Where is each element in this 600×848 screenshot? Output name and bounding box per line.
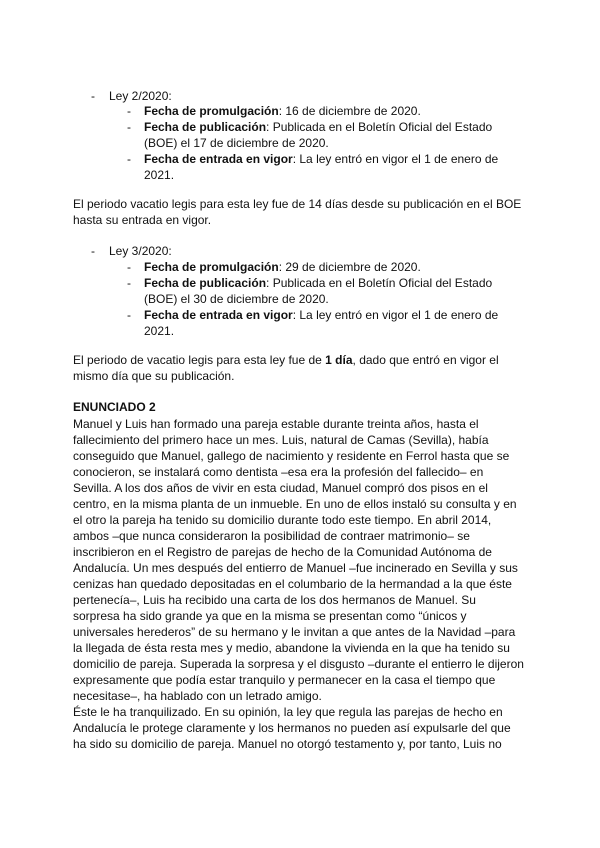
ley3-pub-cont: (BOE) el 30 de diciembre de 2020. — [144, 292, 329, 306]
ley3-summary-b: 1 día — [325, 353, 353, 367]
enunciado-line: el otro la pareja ha tenido su domicilio durante todo este tiempo. En abril 2014, — [73, 513, 492, 527]
enunciado-heading: ENUNCIADO 2 — [73, 400, 156, 414]
bullet-dash: - — [91, 89, 95, 103]
enunciado-line: fallecimiento del primero hace un mes. Luis, natural de Camas (Sevilla), había — [73, 433, 489, 447]
enunciado-line: domicilio de pareja. Superada la sorpresa y el disgusto –durante el entierro le dijeron — [73, 657, 524, 671]
ley2-vigor-label: Fecha de entrada en vigor — [144, 152, 293, 166]
bullet-dash: - — [127, 120, 131, 134]
bullet-dash: - — [127, 260, 131, 274]
bullet-dash: - — [127, 276, 131, 290]
ley2-promulgacion — [144, 104, 421, 119]
enunciado-line: conseguido que Manuel, gallego de nacimiento y residente en Ferrol hasta que se — [73, 449, 510, 463]
ley3-summary-c: , dado que entró en vigor el — [352, 353, 499, 367]
enunciado-line: ambos –que nunca consideraron la posibilidad de contraer matrimonio– se — [73, 529, 470, 543]
bullet-dash: - — [127, 152, 131, 166]
bullet-dash: - — [91, 244, 95, 258]
enunciado-line: conocieron, se instalará como dentista –esa era la profesión del fallecido– en — [73, 465, 484, 479]
ley3-summary-line — [73, 353, 499, 368]
ley3-pub-value: : Publicada en el Boletín Oficial del Estado — [266, 276, 493, 290]
ley2-prom-value: : 16 de diciembre de 2020. — [278, 104, 421, 118]
ley2-pub-label: Fecha de publicación — [144, 120, 267, 134]
ley2-summary-line: hasta su entrada en vigor. — [73, 213, 212, 227]
ley2-pub-cont: (BOE) el 17 de diciembre de 2020. — [144, 136, 329, 150]
enunciado-line: Andalucía. Un mes después del entierro de Manuel –fue incinerado en Sevilla y sus — [73, 561, 518, 575]
ley3-vigor-label: Fecha de entrada en vigor — [144, 308, 293, 322]
ley3-summary-line: mismo día que su publicación. — [73, 369, 235, 383]
ley3-title: Ley 3/2020: — [109, 244, 172, 258]
ley2-summary-line: El periodo vacatio legis para esta ley fue de 14 días desde su publicación en el BOE — [73, 197, 522, 211]
enunciado-line: pertenecía–, Luis ha recibido una carta de los dos hermanos de Manuel. Su — [73, 593, 476, 607]
ley2-publicacion — [144, 120, 492, 135]
ley2-vigor-value: : La ley entró en vigor el 1 de enero de — [292, 152, 499, 166]
ley3-summary-a: El periodo de vacatio legis para esta ley fue de — [73, 353, 326, 367]
bullet-dash: - — [127, 104, 131, 118]
enunciado-line: sorpresa ha sido grande ya que en la misma se presentan como “únicos y — [73, 609, 467, 623]
ley3-promulgacion — [144, 260, 421, 275]
enunciado-line: Sevilla. A los dos años de vivir en esta ciudad, Manuel compró dos pisos en el — [73, 481, 488, 495]
bullet-dash: - — [127, 308, 131, 322]
ley3-pub-label: Fecha de publicación — [144, 276, 267, 290]
enunciado-line: universales herederos” de su hermano y le invitan a que antes de la Navidad –para — [73, 625, 516, 639]
ley2-pub-value: : Publicada en el Boletín Oficial del Estado — [266, 120, 493, 134]
ley2-vigor-cont: 2021. — [144, 168, 175, 182]
enunciado-line: Manuel y Luis han formado una pareja estable durante treinta años, hasta el — [73, 417, 479, 431]
enunciado-line: ha sido su domicilio de pareja. Manuel no otorgó testamento y, por tanto, Luis no — [73, 737, 502, 751]
enunciado-line: cenizas han quedado depositadas en el columbario de la hermandad a la que éste — [73, 577, 512, 591]
enunciado-line: centro, en la misma planta de un inmueble. En uno de ellos instaló su consulta y en — [73, 497, 517, 511]
ley3-prom-value: : 29 de diciembre de 2020. — [278, 260, 421, 274]
ley2-vigor — [144, 152, 498, 167]
ley3-vigor — [144, 308, 498, 323]
enunciado-line: Andalucía le protege claramente y los hermanos no pueden así expulsarle del que — [73, 721, 511, 735]
ley2-title: Ley 2/2020: — [109, 89, 172, 103]
ley3-vigor-cont: 2021. — [144, 324, 175, 338]
enunciado-line: expresamente que podía estar tranquilo y permanecer en la casa el tiempo que — [73, 673, 496, 687]
ley2-prom-label: Fecha de promulgación — [144, 104, 279, 118]
ley3-vigor-value: : La ley entró en vigor el 1 de enero de — [292, 308, 499, 322]
enunciado-line: la llegada de ésta resta mes y medio, abandone la vivienda en la que ha tenido su — [73, 641, 510, 655]
ley3-prom-label: Fecha de promulgación — [144, 260, 279, 274]
ley3-publicacion — [144, 276, 492, 291]
enunciado-line: Éste le ha tranquilizado. En su opinión, la ley que regula las parejas de hecho en — [73, 705, 503, 719]
enunciado-line: inscribieron en el Registro de parejas de hecho de la Comunidad Autónoma de — [73, 545, 492, 559]
enunciado-line: necesitase–, ha hablado con un letrado amigo. — [73, 689, 322, 703]
